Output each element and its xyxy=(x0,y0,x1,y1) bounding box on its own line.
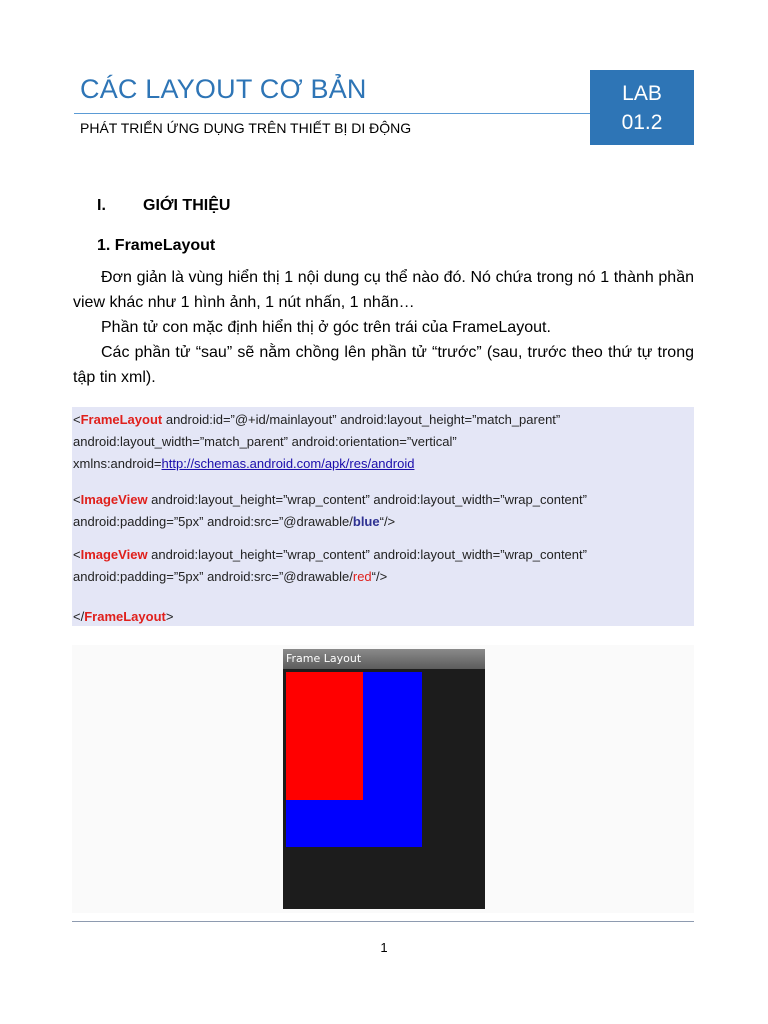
document-subtitle: PHÁT TRIỂN ỨNG DỤNG TRÊN THIẾT BỊ DI ĐỘNG xyxy=(80,120,412,136)
schema-link[interactable]: http://schemas.android.com/apk/res/android xyxy=(161,456,415,471)
section-title: GIỚI THIỆU xyxy=(143,197,231,214)
drawable-blue: blue xyxy=(352,514,380,529)
red-imageview xyxy=(286,672,363,800)
tag-imageview: ImageView xyxy=(80,492,148,507)
paragraph-2: Phần tử con mặc định hiển thị ở góc trên trái của FrameLayout. xyxy=(101,319,551,336)
code-imageview-blue: <ImageView android:layout_height=”wrap_content” android:layout_width=”wrap_content” android:padding=”5px” android:src=”@drawable/blue“/> xyxy=(73,492,587,529)
code-block xyxy=(72,407,694,626)
tag-framelayout: FrameLayout xyxy=(80,412,163,427)
paragraph-3: Các phần tử “sau” sẽ nằm chồng lên phần tử “trước” (sau, trước theo thứ tự trong tập tin xml). xyxy=(73,344,694,386)
framelayout-screenshot xyxy=(283,649,485,909)
lab-label: LAB xyxy=(622,81,662,105)
code-framelayout-open: <FrameLayout android:id=”@+id/mainlayout” android:layout_height=”match_parent” android:layout_width=”match_parent” android:orientation=”vertical” xmlns:android=http://schemas.android.com/apk/res/android xyxy=(73,412,561,471)
section-number: I. xyxy=(97,197,106,214)
code-imageview-red: <ImageView android:layout_height=”wrap_content” android:layout_width=”wrap_content” android:padding=”5px” android:src=”@drawable/red“/> xyxy=(73,547,587,584)
page-number: 1 xyxy=(380,940,388,955)
footer-divider xyxy=(72,921,694,922)
drawable-red: red xyxy=(352,569,372,584)
lab-number: 01.2 xyxy=(621,110,663,134)
tag-imageview: ImageView xyxy=(80,547,148,562)
app-title-bar: Frame Layout xyxy=(283,649,485,669)
tag-framelayout: FrameLayout xyxy=(84,609,166,624)
paragraph-1: Đơn giản là vùng hiển thị 1 nội dung cụ thể nào đó. Nó chứa trong nó 1 thành phần view khác như 1 hình ảnh, 1 nút nhấn, 1 nhãn… xyxy=(73,269,694,311)
section-heading xyxy=(97,197,230,215)
title-divider xyxy=(74,113,590,114)
document-title: CÁC LAYOUT CƠ BẢN xyxy=(80,74,367,104)
lab-badge xyxy=(590,70,694,145)
code-framelayout-close: </FrameLayout> xyxy=(73,609,174,624)
subsection-heading: 1. FrameLayout xyxy=(97,237,216,254)
